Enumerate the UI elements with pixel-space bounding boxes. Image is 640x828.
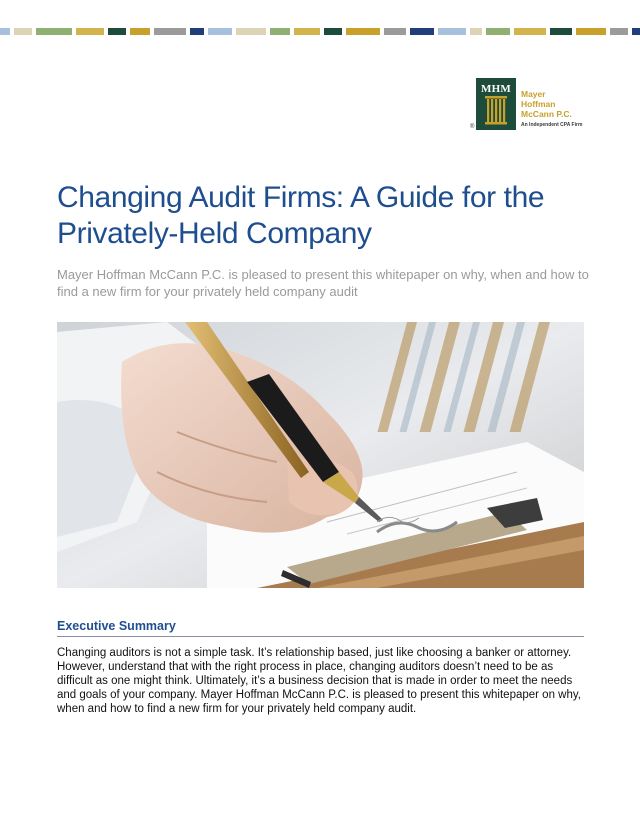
strip-block [270,28,290,35]
strip-block [438,28,466,35]
registered-mark: ® [470,124,475,130]
strip-block [0,28,10,35]
strip-block [514,28,546,35]
strip-block [470,28,482,35]
logo-tagline: An Independent CPA Firm [521,122,583,128]
strip-block [410,28,434,35]
strip-block [36,28,72,35]
strip-block [486,28,510,35]
strip-block [550,28,572,35]
strip-block [294,28,320,35]
strip-block [346,28,380,35]
strip-block [14,28,32,35]
strip-block [76,28,104,35]
decorative-color-strip [0,28,640,35]
logo-name-line: Mayer [521,89,546,99]
logo-emblem [476,78,516,130]
logo-monogram: MHM [481,83,511,95]
logo-name-line: Hoffman [521,99,556,109]
strip-block [610,28,628,35]
strip-block [576,28,606,35]
section-heading: Executive Summary [57,619,176,633]
logo-firm-name [521,89,572,119]
strip-block [154,28,186,35]
executive-summary-text: Changing auditors is not a simple task. It’s relationship based, just like choosing a banker or attorney. However, understand that with the right process in place, changing auditors doesn’t need to be as difficult as one might think. Ultimately, it’s a business decision that is made in order to meet the needs and goals of your company. Mayer Hoffman McCann P.C. is pleased to present this whitepaper on why, when and how to find a new firm for your privately held company audit. [57,647,581,715]
cover-photo [57,322,584,588]
column-icon [476,78,516,130]
strip-block [108,28,126,35]
firm-logo [470,74,610,134]
hand-writing-photo [57,322,584,588]
strip-block [632,28,640,35]
strip-block [236,28,266,35]
strip-block [324,28,342,35]
section-divider [57,636,584,637]
strip-block [190,28,204,35]
strip-block [130,28,150,35]
strip-block [208,28,232,35]
logo-name-line: McCann P.C. [521,109,572,119]
document-title: Changing Audit Firms: A Guide for the Privately-Held Company [57,181,545,250]
document-subtitle: Mayer Hoffman McCann P.C. is pleased to present this whitepaper on why, when and how to find a new firm for your privately held company audit [57,267,589,299]
strip-block [384,28,406,35]
